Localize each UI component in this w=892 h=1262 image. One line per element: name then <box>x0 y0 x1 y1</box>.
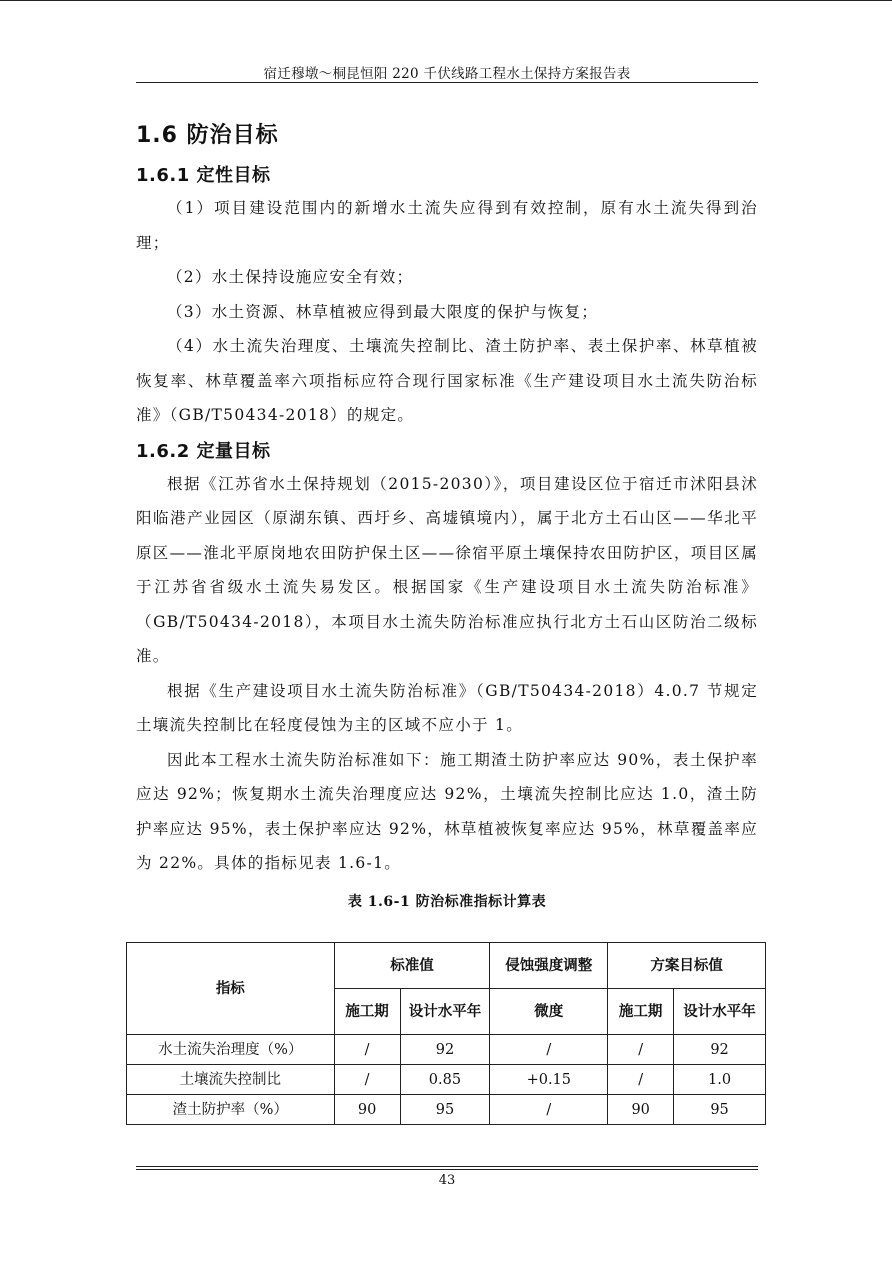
page-content <box>136 118 758 923</box>
quantitative-paragraph-3: 因此本工程水土流失防治标准如下：施工期渣土防护率应达 90%，表土保护率应达 92%；恢复期水土流失治理度应达 92%，土壤流失控制比应达 1.0，渣土防护率应达 95%，表土保护率应达 92%，林草植被恢复率应达 95%，林草覆盖率应为 22%。具体的指标见表 1.6-1。 <box>136 750 758 872</box>
top-border <box>0 0 892 1</box>
quantitative-paragraph-1: 根据《江苏省水土保持规划（2015-2030）》，项目建设区位于宿迁市沭阳县沭阳临港产业园区（原湖东镇、西圩乡、高墟镇境内），属于北方土石山区——华北平原区——淮北平原岗地农田防护保土区——徐宿平原土壤保持农田防护区，项目区属于江苏省省级水土流失易发区。根据国家《生产建设项目水土流失防治标准》（GB/T50434-2018），本项目水土流失防治标准应执行北方土石山区防治二级标准。 <box>136 474 758 665</box>
footer-rule <box>136 1166 758 1167</box>
subsection-title-quantitative: 1.6.2 定量目标 <box>136 440 271 462</box>
cell: 90 <box>334 1095 400 1125</box>
header-rule <box>136 82 758 83</box>
standards-table <box>126 942 766 1125</box>
footer-rule-thick <box>136 1169 758 1170</box>
row-name: 水土流失治理度（%） <box>127 1035 335 1065</box>
table-row <box>127 1035 766 1065</box>
quantitative-paragraph-2: 根据《生产建设项目水土流失防治标准》（GB/T50434-2018）4.0.7 节规定土壤流失控制比在轻度侵蚀为主的区域不应小于 1。 <box>136 681 758 734</box>
cell: / <box>334 1035 400 1065</box>
section-title: 1.6 防治目标 <box>136 123 279 148</box>
th-adjust: 侵蚀强度调整 <box>490 943 608 989</box>
page-header: 宿迁穆墩～桐昆恒阳 220 千伏线路工程水土保持方案报告表 <box>263 66 631 82</box>
qualitative-item-3: （3）水土资源、林草植被应得到最大限度的保护与恢复； <box>167 302 599 321</box>
th-standard-construction: 施工期 <box>334 989 400 1035</box>
cell: / <box>334 1065 400 1095</box>
cell: / <box>490 1095 608 1125</box>
cell: +0.15 <box>490 1065 608 1095</box>
cell: 90 <box>608 1095 674 1125</box>
cell: 92 <box>400 1035 490 1065</box>
cell: 0.85 <box>400 1065 490 1095</box>
th-standard-design: 设计水平年 <box>400 989 490 1035</box>
th-adjust-mild: 微度 <box>490 989 608 1035</box>
page-number: 43 <box>438 1173 456 1188</box>
table-caption: 表 1.6-1 防治标准指标计算表 <box>347 893 547 910</box>
qualitative-item-2: （2）水土保持设施应安全有效； <box>167 268 414 286</box>
table-row <box>127 1095 766 1125</box>
qualitative-item-4: （4）水土流失治理度、土壤流失控制比、渣土防护率、表土保护率、林草植被恢复率、林草覆盖率六项指标应符合现行国家标准《生产建设项目水土流失防治标准》（GB/T50434-2018）的规定。 <box>136 337 758 424</box>
cell: 92 <box>674 1035 766 1065</box>
qualitative-item-1: （1）项目建设范围内的新增水土流失应得到有效控制，原有水土流失得到治理； <box>136 199 758 252</box>
th-target-design: 设计水平年 <box>674 989 766 1035</box>
table-row <box>127 1065 766 1095</box>
cell: / <box>490 1035 608 1065</box>
cell: / <box>608 1035 674 1065</box>
cell: 95 <box>674 1095 766 1125</box>
th-standard: 标准值 <box>334 943 490 989</box>
cell: / <box>608 1065 674 1095</box>
th-indicator: 指标 <box>127 943 335 1035</box>
subsection-title-qualitative: 1.6.1 定性目标 <box>136 165 271 186</box>
row-name: 渣土防护率（%） <box>127 1095 335 1125</box>
cell: 1.0 <box>674 1065 766 1095</box>
row-name: 土壤流失控制比 <box>127 1065 335 1095</box>
th-target-construction: 施工期 <box>608 989 674 1035</box>
th-target: 方案目标值 <box>608 943 766 989</box>
cell: 95 <box>400 1095 490 1125</box>
